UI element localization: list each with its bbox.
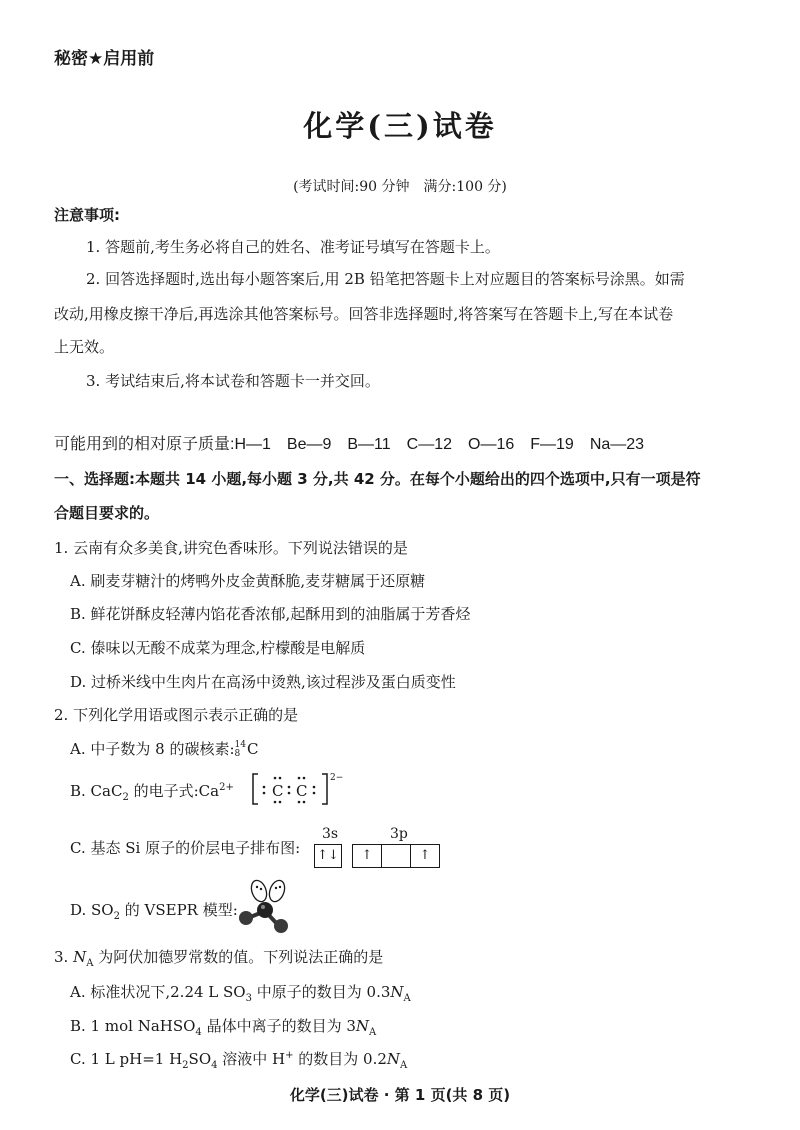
q2-option-a: A. 中子数为 8 的碳核素: 14 8 C (70, 740, 259, 759)
so2-vsepr-model-icon (234, 878, 300, 936)
page-footer: 化学(三)试卷 · 第 1 页(共 8 页) (289, 1086, 511, 1104)
notes-item-3: 3. 考试结束后,将本试卷和答题卡一并交回。 (86, 372, 380, 390)
q1-option-a: A. 刷麦芽糖汁的烤鸭外皮金黄酥脆,麦芽糖属于还原糖 (70, 572, 426, 590)
anion-charge: 2− (330, 773, 344, 783)
carbon-atom-1: C (272, 782, 284, 800)
carbide-electron-dot-structure (250, 768, 350, 810)
q2-option-c: C. 基态 Si 原子的价层电子排布图: (70, 839, 301, 857)
orbital-3p-label: 3p (390, 826, 408, 842)
notes-item-2-line-2: 改动,用橡皮擦干净后,再选涂其他答案标号。回答非选择题时,将答案写在答题卡上,写在本试卷 (54, 305, 674, 323)
q2-option-d: D. $SO_2$ 的 VSEPR 模型: (70, 901, 238, 922)
orbital-box: ↑↓ (317, 848, 339, 863)
confidential-label: 秘密★启用前 (54, 49, 155, 69)
carbon-atom-2: C (296, 782, 308, 800)
atomic-masses: 可能用到的相对原子质量:H—1 Be—9 B—11 C—12 O—16 F—19 Na—23 (54, 436, 645, 453)
notes-item-2-line-3: 上无效。 (54, 338, 115, 356)
q3-option-c: C. 1 L pH=1 $H_2SO_4$ 溶液中 H+ 的数目为 $0.2N_A$ (70, 1050, 408, 1071)
section-heading-line-1: 一、选择题:本题共 14 小题,每小题 3 分,共 42 分。在每个小题给出的四个选项中,只有一项是符 (54, 470, 701, 488)
q2-option-b: B. CaC$_2$ 的电子式$:Ca^{2+}$ (70, 782, 234, 803)
exam-title: 化学(三)试卷 (303, 109, 497, 143)
orbital-box (382, 845, 411, 867)
section-heading-line-2: 合题目要求的。 (54, 504, 160, 522)
q1-option-d: D. 过桥米线中生肉片在高汤中烫熟,该过程涉及蛋白质变性 (70, 673, 456, 691)
atomic-number: 8 (234, 749, 241, 759)
orbital-box: ↑ (419, 848, 431, 863)
q1-option-b: B. 鲜花饼酥皮轻薄内馅花香浓郁,起酥用到的油脂属于芳香烃 (70, 605, 471, 623)
q1-stem: 1. 云南有众多美食,讲究色香味形。下列说法错误的是 (54, 539, 408, 557)
notes-heading: 注意事项: (54, 206, 120, 224)
orbital-3s-label: 3s (322, 826, 339, 842)
exam-info: (考试时间:90 分钟 满分:100 分) (293, 179, 507, 195)
notes-item-1: 1. 答题前,考生务必将自己的姓名、准考证号填写在答题卡上。 (86, 238, 500, 256)
orbital-3s-box (314, 844, 342, 868)
orbital-3p-boxes (352, 844, 440, 868)
mass-number: 14 (234, 740, 246, 750)
q3-stem: 3. $N_A$ 为阿伏加德罗常数的值。下列说法正确的是 (54, 948, 384, 969)
notes-item-2-line-1: 2. 回答选择题时,选出每小题答案后,用 2B 铅笔把答题卡上对应题目的答案标号涂黑。如需 (86, 270, 685, 288)
q3-option-a: A. 标准状况下,2.24 L $SO_3$ 中原子的数目为 $0.3N_A$ (70, 983, 411, 1004)
q1-option-c: C. 傣味以无酸不成菜为理念,柠檬酸是电解质 (70, 639, 366, 657)
q2-stem: 2. 下列化学用语或图示表示正确的是 (54, 706, 299, 724)
orbital-box: ↑ (353, 845, 382, 867)
q3-option-b: B. 1 mol NaHSO$_4$ 晶体中离子的数目为 $3N_A$ (70, 1017, 377, 1038)
